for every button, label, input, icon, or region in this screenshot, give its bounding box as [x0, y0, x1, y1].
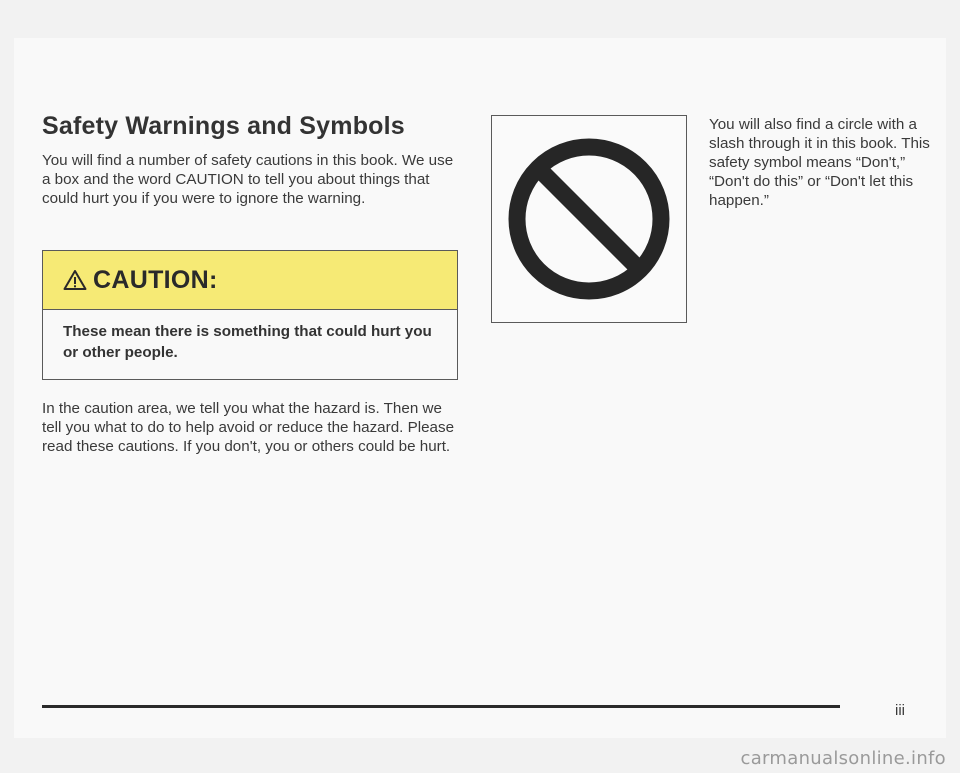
safety-symbol-box — [491, 115, 687, 323]
caution-text: These mean there is something that could hurt you or other people. — [63, 323, 432, 361]
intro-paragraph: You will find a number of safety cautions in this book. We use a box and the word CAUTION to tell you about things that could hurt you if you were to ignore the warning. — [42, 152, 454, 207]
caution-header — [43, 251, 457, 310]
symbol-explanation-paragraph: You will also find a circle with a slash through it in this book. This safety symbol means “Don't,” “Don't do this” or “Don't let this happen.” — [709, 116, 930, 209]
caution-explanation-paragraph: In the caution area, we tell you what the hazard is. Then we tell you what to do to help avoid or reduce the hazard. Please read these cautions. If you don't, you or others could be hurt. — [42, 400, 455, 455]
prohibition-icon — [503, 133, 675, 305]
watermark-text: carmanualsonline.info — [740, 748, 946, 769]
page-title: Safety Warnings and Symbols — [42, 112, 405, 140]
caution-label: CAUTION: — [93, 265, 218, 294]
page-number: iii — [895, 702, 905, 719]
footer-rule — [42, 705, 840, 708]
warning-triangle-icon — [63, 269, 87, 291]
caution-box — [42, 250, 458, 380]
